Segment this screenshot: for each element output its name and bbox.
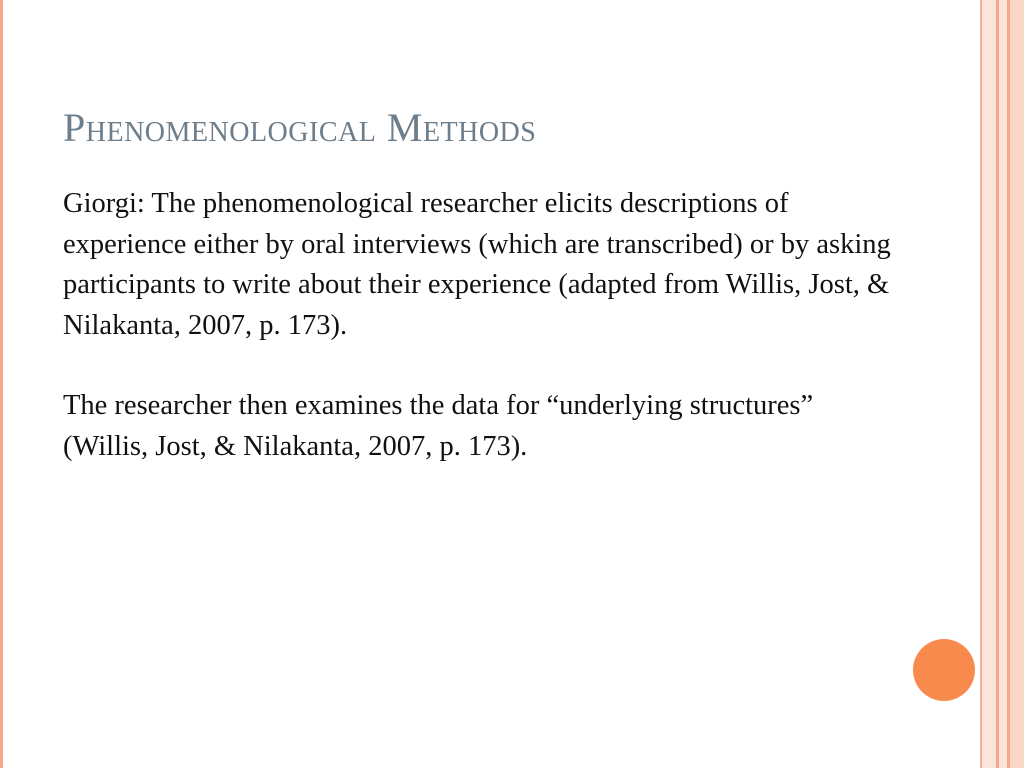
left-border-band xyxy=(0,0,3,768)
right-border-frame xyxy=(980,0,1024,768)
frame-stripe xyxy=(1010,0,1024,768)
body-paragraph: The researcher then examines the data for “underlying structures” (Willis, Jost, & Nilakanta, 2007, p. 173). xyxy=(63,390,814,462)
frame-stripe xyxy=(999,0,1007,768)
slide-title: Phenomenological Methods xyxy=(63,105,537,150)
frame-stripe xyxy=(982,0,996,768)
slide-body xyxy=(63,184,903,507)
decorative-circle xyxy=(913,639,975,701)
body-paragraph: Giorgi: The phenomenological researcher elicits descriptions of experience either by oral interviews (which are transcribed) or by asking participants to write about their experience (adapted from Willis, Jost, & Nilakanta, 2007, p. 173). xyxy=(63,188,891,341)
